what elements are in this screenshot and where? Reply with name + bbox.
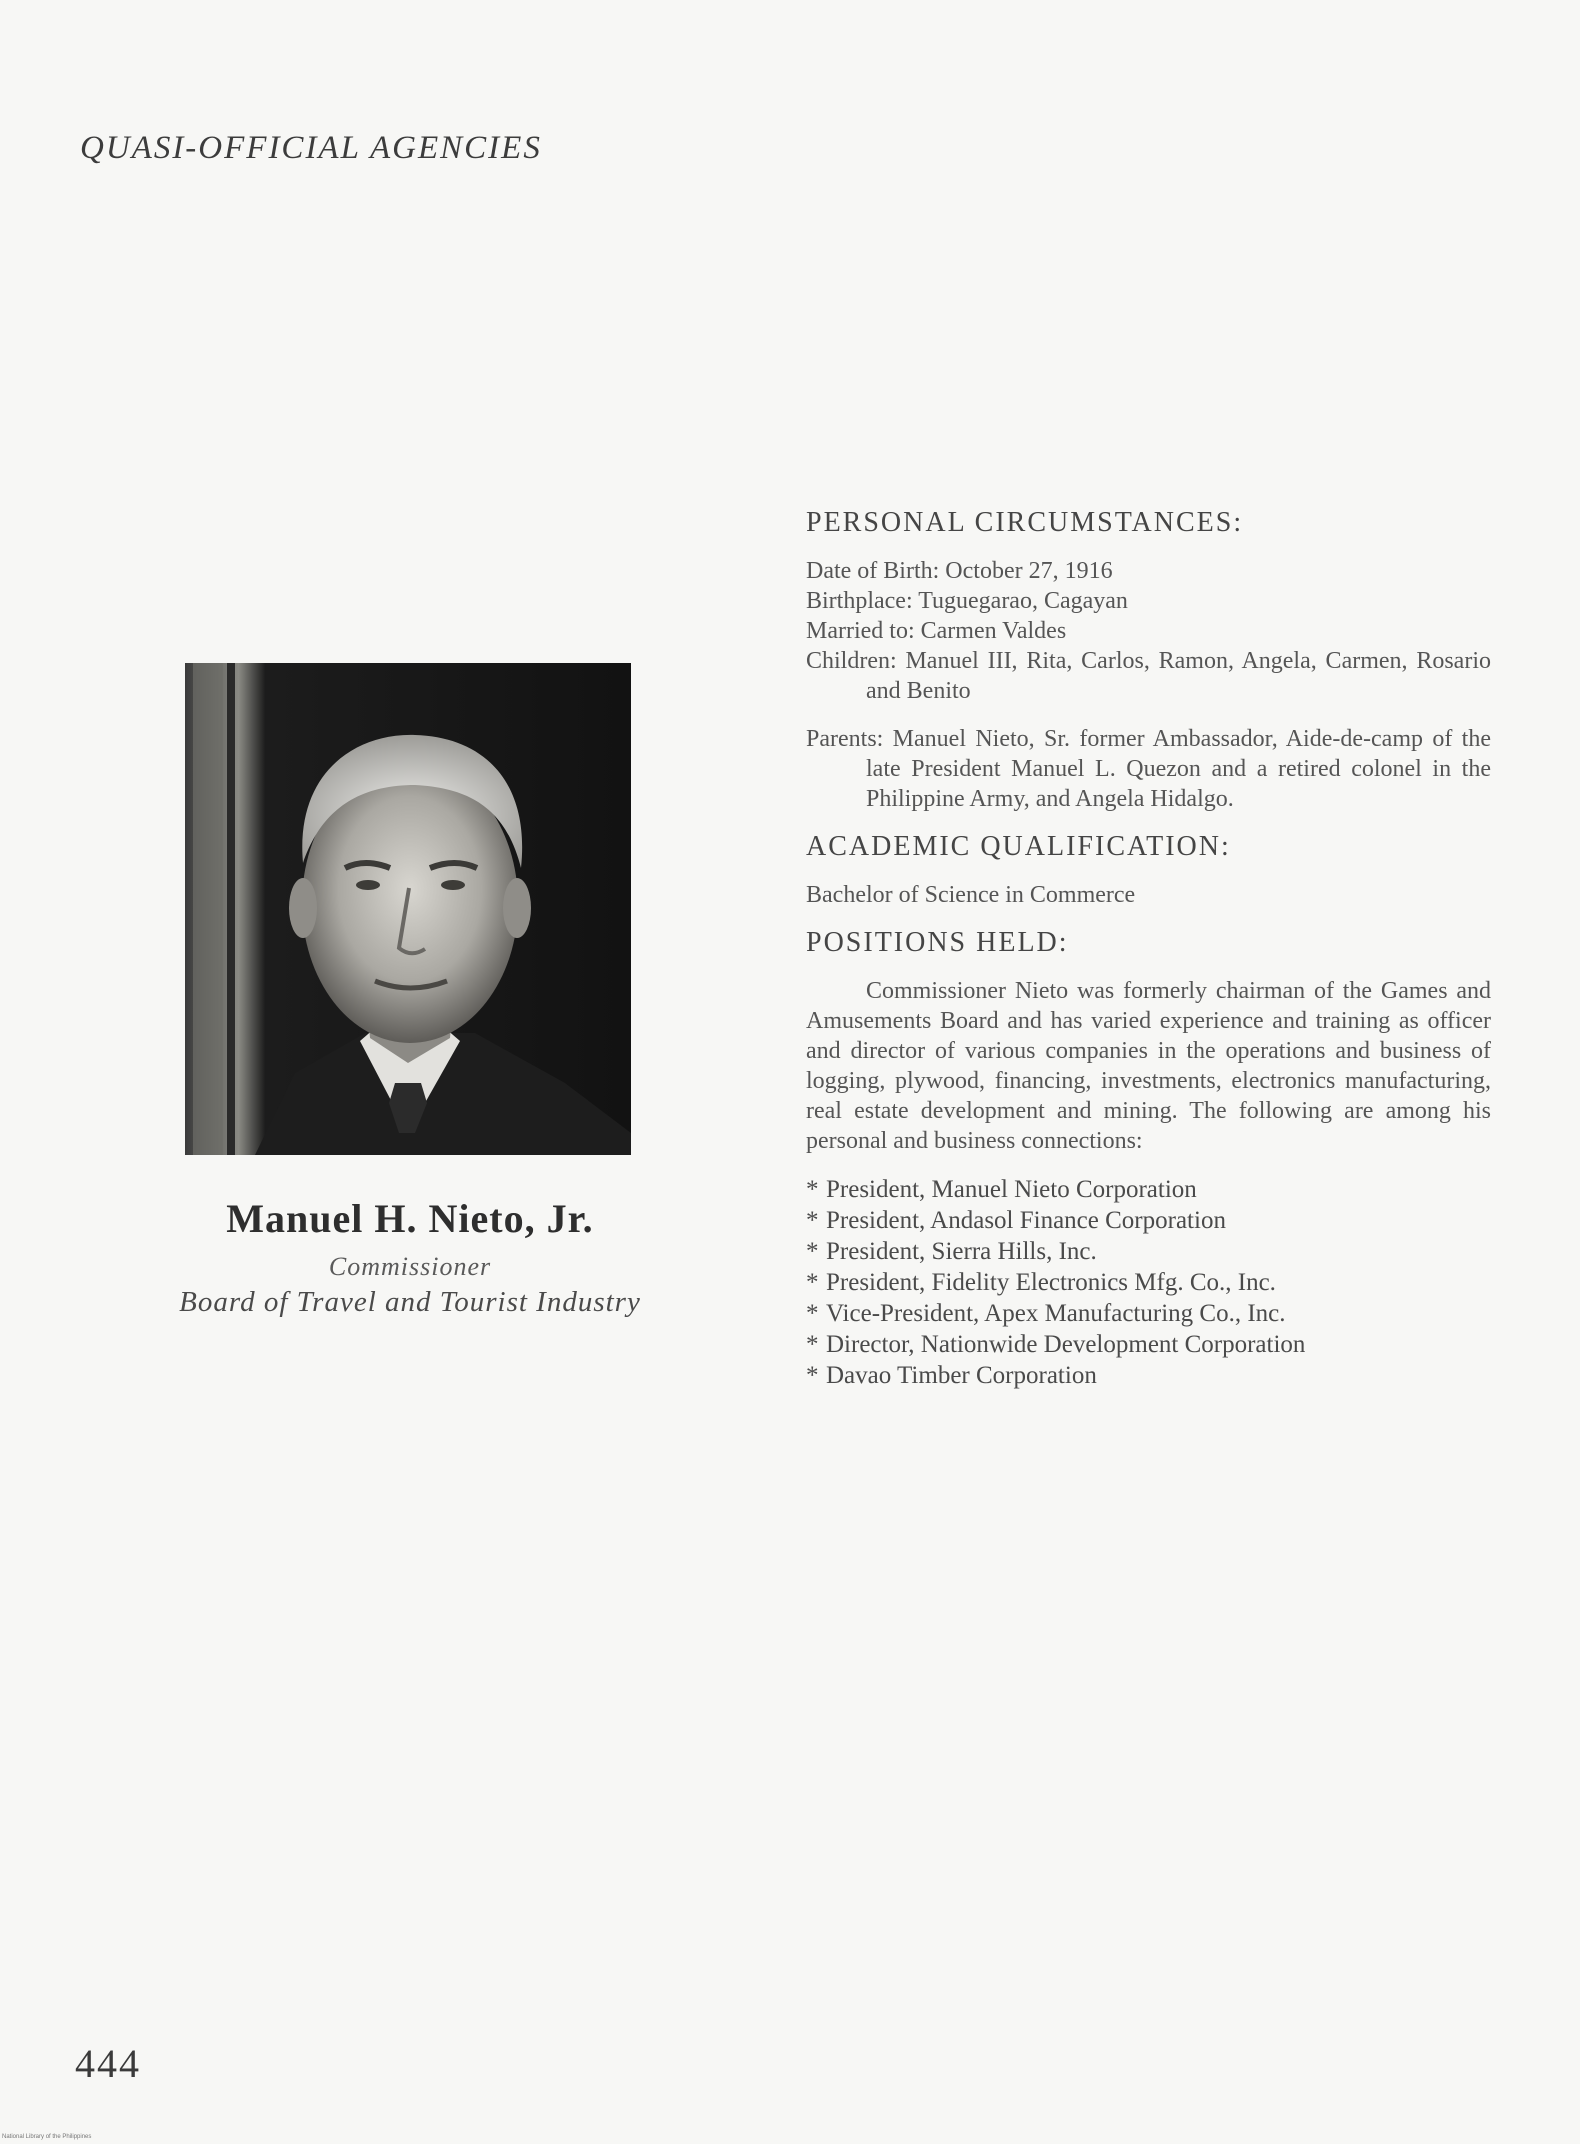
list-item: * Director, Nationwide Development Corporation: [806, 1331, 1306, 1358]
academic-heading: ACADEMIC QUALIFICATION:: [806, 831, 1231, 862]
list-item: * President, Sierra Hills, Inc.: [806, 1238, 1097, 1265]
person-name: Manuel H. Nieto, Jr.: [226, 1196, 594, 1241]
page-number: 444: [75, 2041, 141, 2086]
married-to: Married to: Carmen Valdes: [806, 618, 1067, 644]
list-item: * President, Manuel Nieto Corporation: [806, 1176, 1197, 1203]
biography-column: [806, 508, 1491, 1391]
academic-degree: Bachelor of Science in Commerce: [806, 882, 1136, 908]
list-item: * Vice-President, Apex Manufacturing Co., Inc.: [806, 1300, 1286, 1327]
portrait-photo: [185, 663, 631, 1155]
list-item: * President, Fidelity Electronics Mfg. Co., Inc.: [806, 1269, 1276, 1296]
birthplace: Birthplace: Tuguegarao, Cagayan: [806, 588, 1128, 614]
list-item: * President, Andasol Finance Corporation: [806, 1207, 1226, 1234]
footer-note: National Library of the Philippines: [2, 2134, 92, 2140]
list-item: * Davao Timber Corporation: [806, 1362, 1097, 1389]
date-of-birth: Date of Birth: October 27, 1916: [806, 558, 1113, 584]
running-head: QUASI-OFFICIAL AGENCIES: [80, 130, 542, 166]
children: Children: Manuel III, Rita, Carlos, Ramon, Angela, Carmen, Rosario and Benito: [806, 648, 1491, 704]
parents: Parents: Manuel Nieto, Sr. former Ambassador, Aide-de-camp of the late President Manuel L. Quezon and a retired colonel in the Philippine Army, and Angela Hidalgo.: [806, 726, 1491, 812]
positions-paragraph: Commissioner Nieto was formerly chairman of the Games and Amusements Board and has varied experience and training as officer and director of various companies in the operations and business of logging, plywood, financing, investments, electronics manufacturing, real estate development and mining. The following are among his personal and business connections:: [806, 978, 1491, 1154]
personal-heading: PERSONAL CIRCUMSTANCES:: [806, 507, 1244, 538]
positions-heading: POSITIONS HELD:: [806, 927, 1069, 958]
person-title: Commissioner: [328, 1252, 492, 1281]
person-organization: Board of Travel and Tourist Industry: [179, 1286, 641, 1318]
connections-list: [806, 1174, 1491, 1391]
